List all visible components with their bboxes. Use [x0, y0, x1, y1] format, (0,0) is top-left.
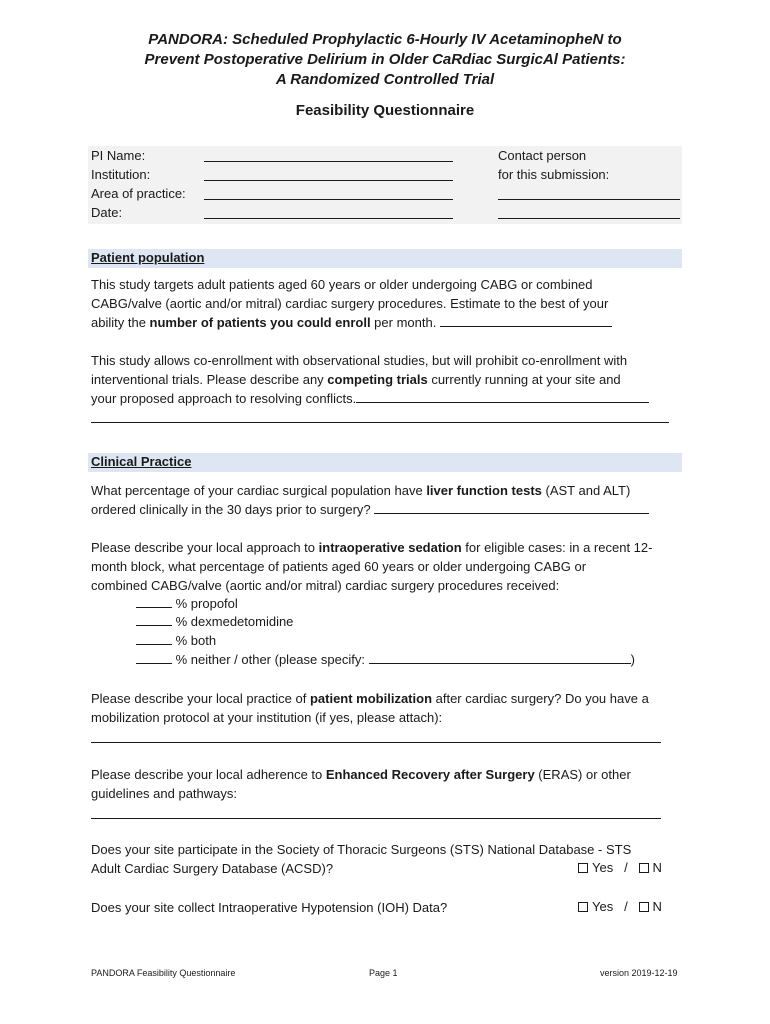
enroll-per-month-field[interactable] — [440, 315, 612, 327]
option-label: % propofol — [175, 596, 238, 611]
contact-person-field-1[interactable] — [498, 199, 680, 200]
other-percent-field[interactable] — [136, 652, 172, 664]
bold-text: Enhanced Recovery after Surgery — [325, 767, 535, 782]
text-span: Please describe your local practice of — [91, 691, 310, 706]
no-label: N — [652, 899, 662, 914]
date-field[interactable] — [204, 218, 453, 219]
title-line-3: A Randomized Controlled Trial — [275, 71, 495, 88]
dexmedetomidine-percent-field[interactable] — [136, 614, 172, 626]
form-subtitle: Feasibility Questionnaire — [295, 102, 475, 119]
footer-title: PANDORA Feasibility Questionnaire — [91, 968, 236, 978]
title-line-1: PANDORA: Scheduled Prophylactic 6-Hourly IV AcetaminopheN to — [148, 31, 622, 48]
institution-field[interactable] — [204, 180, 453, 181]
text-line: CABG/valve (aortic and/or mitral) cardiac surgery procedures. Estimate to the best of your — [91, 296, 609, 311]
text-line: guidelines and pathways: — [91, 786, 237, 801]
date-label: Date: — [91, 205, 123, 220]
mobilization-field[interactable] — [91, 742, 661, 743]
area-of-practice-label: Area of practice: — [91, 186, 186, 201]
sedation-option-other — [136, 651, 635, 669]
text-line — [91, 765, 686, 784]
eras-field[interactable] — [91, 818, 661, 819]
ioh-answer — [578, 898, 662, 916]
contact-person-label: Contact person — [498, 148, 587, 163]
area-of-practice-field[interactable] — [204, 199, 453, 200]
title-line-2: Prevent Postoperative Delirium in Older CaRdiac SurgicAl Patients: — [144, 51, 626, 68]
liver-function-question — [91, 481, 686, 519]
competing-trials-field[interactable] — [356, 391, 649, 403]
patient-population-paragraph-1 — [91, 275, 686, 332]
ioh-yes-checkbox[interactable] — [578, 902, 588, 912]
text-line — [91, 538, 686, 557]
text-span: What percentage of your cardiac surgical population have — [91, 483, 427, 498]
text-span: Please describe your local adherence to — [91, 767, 326, 782]
text-line — [91, 481, 686, 500]
text-span: ability the — [91, 315, 150, 330]
eras-question — [91, 765, 686, 803]
pi-name-field[interactable] — [204, 161, 453, 162]
text-span: currently running at your site and — [427, 372, 621, 387]
contact-submission-label: for this submission: — [498, 167, 610, 182]
slash-separator: / — [624, 899, 628, 914]
text-line — [91, 313, 686, 332]
sedation-question — [91, 538, 686, 595]
text-span: ordered clinically in the 30 days prior to surgery? — [91, 502, 371, 517]
text-span: Please describe your local approach to — [91, 540, 319, 555]
text-line: Does your site collect Intraoperative Hypotension (IOH) Data? — [91, 900, 448, 915]
section-patient-population-title: Patient population — [91, 250, 205, 265]
text-line: Does your site participate in the Society of Thoracic Surgeons (STS) National Database - STS — [91, 842, 632, 857]
sts-no-checkbox[interactable] — [639, 863, 649, 873]
ioh-no-checkbox[interactable] — [639, 902, 649, 912]
patient-population-paragraph-2 — [91, 351, 686, 408]
bold-text: intraoperative sedation — [318, 540, 462, 555]
propofol-percent-field[interactable] — [136, 596, 172, 608]
text-span: (AST and ALT) — [541, 483, 631, 498]
section-clinical-practice — [88, 453, 682, 472]
other-specify-field[interactable] — [369, 652, 631, 664]
footer-version: version 2019-12-19 — [600, 968, 678, 978]
text-line — [91, 689, 686, 708]
footer-page-number: Page 1 — [369, 968, 398, 978]
text-span: after cardiac surgery? Do you have a — [432, 691, 649, 706]
bold-text: patient mobilization — [309, 691, 433, 706]
liver-function-field[interactable] — [374, 502, 649, 514]
sedation-option-both — [136, 632, 216, 650]
text-line — [91, 389, 686, 408]
text-line: combined CABG/valve (aortic and/or mitral) cardiac surgery procedures received: — [91, 578, 560, 593]
text-line — [91, 370, 686, 389]
yes-label: Yes — [592, 860, 614, 875]
close-paren: ) — [630, 652, 635, 667]
sedation-option-propofol — [136, 595, 238, 613]
mobilization-question — [91, 689, 686, 727]
text-span: for eligible cases: in a recent 12- — [461, 540, 653, 555]
text-line: This study allows co-enrollment with observational studies, but will prohibit co-enrollment with — [91, 353, 628, 368]
bold-text: liver function tests — [426, 483, 542, 498]
sts-yes-checkbox[interactable] — [578, 863, 588, 873]
bold-text: number of patients you could enroll — [149, 315, 371, 330]
text-line: mobilization protocol at your institution (if yes, please attach): — [91, 710, 443, 725]
text-line: Adult Cardiac Surgery Database (ACSD)? — [91, 861, 334, 876]
text-span: (ERAS) or other — [534, 767, 631, 782]
option-label: % both — [175, 633, 217, 648]
sts-answer — [578, 859, 662, 877]
text-line — [91, 500, 686, 519]
competing-trials-field-line-2[interactable] — [91, 422, 669, 423]
both-percent-field[interactable] — [136, 633, 172, 645]
no-label: N — [652, 860, 662, 875]
text-span: interventional trials. Please describe any — [91, 372, 328, 387]
yes-label: Yes — [592, 899, 614, 914]
text-span: your proposed approach to resolving conflicts. — [91, 391, 357, 406]
contact-person-field-2[interactable] — [498, 218, 680, 219]
pi-name-label: PI Name: — [91, 148, 146, 163]
slash-separator: / — [624, 860, 628, 875]
option-label: % neither / other (please specify: — [175, 652, 365, 667]
section-patient-population — [88, 249, 682, 268]
text-line: month block, what percentage of patients aged 60 years or older undergoing CABG or — [91, 559, 587, 574]
text-span: per month. — [370, 315, 437, 330]
section-clinical-practice-title: Clinical Practice — [91, 454, 192, 469]
sedation-option-dexmedetomidine — [136, 613, 293, 631]
text-line: This study targets adult patients aged 60 years or older undergoing CABG or combined — [91, 277, 593, 292]
option-label: % dexmedetomidine — [175, 614, 294, 629]
bold-text: competing trials — [327, 372, 428, 387]
institution-label: Institution: — [91, 167, 151, 182]
